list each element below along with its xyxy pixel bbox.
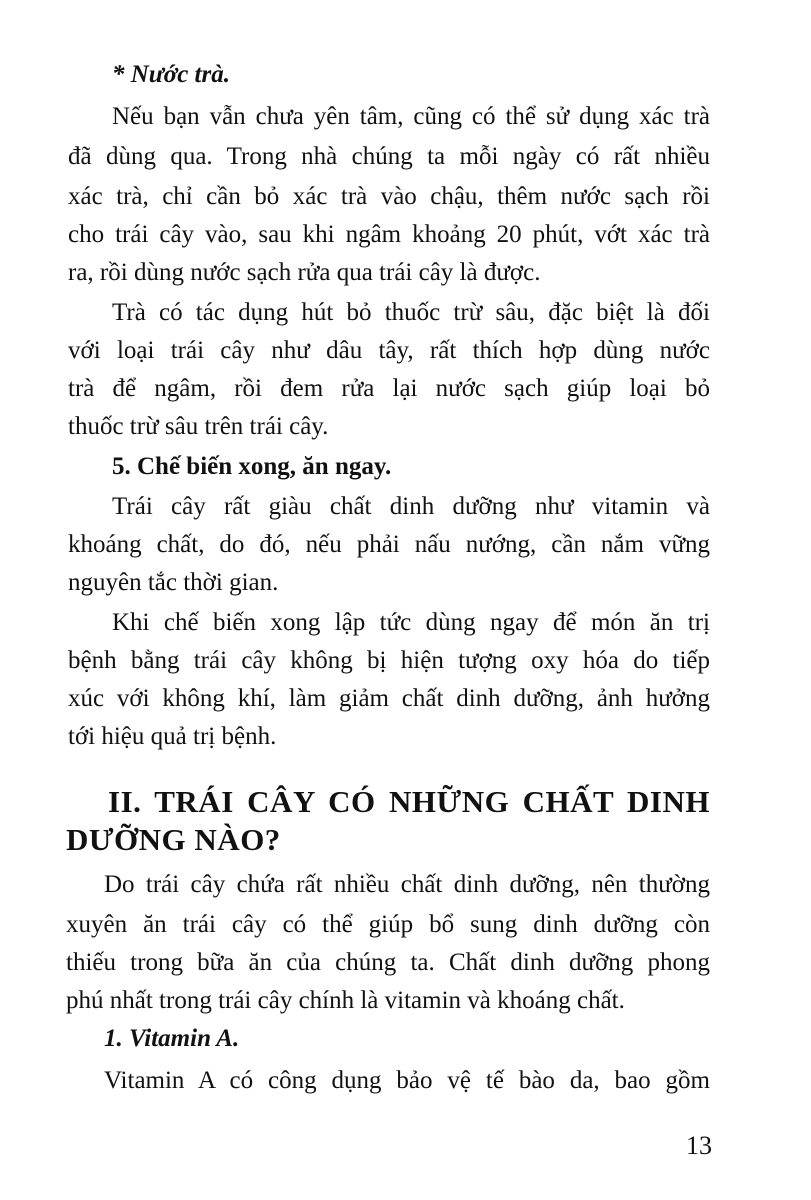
paragraph-line: Khi chế biến xong lập tức dùng ngay để món ăn trị: [112, 609, 710, 636]
vitamin-a-heading: 1. Vitamin A.: [104, 1025, 240, 1052]
paragraph-line: cho trái cây vào, sau khi ngâm khoảng 20 phút, vớt xác trà: [68, 221, 710, 248]
paragraph-line: ra, rồi dùng nước sạch rửa qua trái cây là được.: [68, 259, 541, 286]
paragraph-line: Trái cây rất giàu chất dinh dưỡng như vitamin và: [112, 493, 710, 520]
paragraph-line: với loại trái cây như dâu tây, rất thích hợp dùng nước: [68, 337, 710, 364]
paragraph-line: Nếu bạn vẫn chưa yên tâm, cũng có thể sử dụng xác trà: [112, 103, 710, 130]
chapter-title: DƯỠNG NÀO?: [66, 822, 281, 857]
paragraph-line: tới hiệu quả trị bệnh.: [68, 723, 277, 750]
section-5-heading: 5. Chế biến xong, ăn ngay.: [112, 453, 392, 480]
chapter-title: II. TRÁI CÂY CÓ NHỮNG CHẤT DINH: [108, 784, 710, 819]
paragraph-line: xác trà, chỉ cần bỏ xác trà vào chậu, thêm nước sạch rồi: [68, 183, 710, 210]
page-number: 13: [686, 1131, 712, 1160]
tea-heading: * Nước trà.: [112, 61, 230, 88]
paragraph-line: xuyên ăn trái cây có thể giúp bổ sung dinh dưỡng còn: [66, 911, 710, 938]
paragraph-line: khoáng chất, do đó, nếu phải nấu nướng, cần nắm vững: [68, 531, 710, 558]
paragraph-line: phú nhất trong trái cây chính là vitamin và khoáng chất.: [66, 987, 625, 1014]
paragraph-line: trà để ngâm, rồi đem rửa lại nước sạch giúp loại bỏ: [68, 375, 710, 402]
paragraph-line: Do trái cây chứa rất nhiều chất dinh dưỡng, nên thường: [104, 871, 710, 898]
paragraph-line: thuốc trừ sâu trên trái cây.: [68, 413, 329, 440]
paragraph-line: Trà có tác dụng hút bỏ thuốc trừ sâu, đặc biệt là đối: [112, 299, 710, 326]
paragraph-line: thiếu trong bữa ăn của chúng ta. Chất dinh dưỡng phong: [66, 949, 710, 976]
paragraph-line: xúc với không khí, làm giảm chất dinh dưỡng, ảnh hưởng: [68, 685, 710, 712]
paragraph-line: Vitamin A có công dụng bảo vệ tế bào da, bao gồm: [104, 1067, 710, 1094]
paragraph-line: nguyên tắc thời gian.: [68, 569, 279, 596]
paragraph-line: đã dùng qua. Trong nhà chúng ta mỗi ngày có rất nhiều: [68, 143, 710, 170]
paragraph-line: bệnh bằng trái cây không bị hiện tượng oxy hóa do tiếp: [68, 647, 710, 674]
